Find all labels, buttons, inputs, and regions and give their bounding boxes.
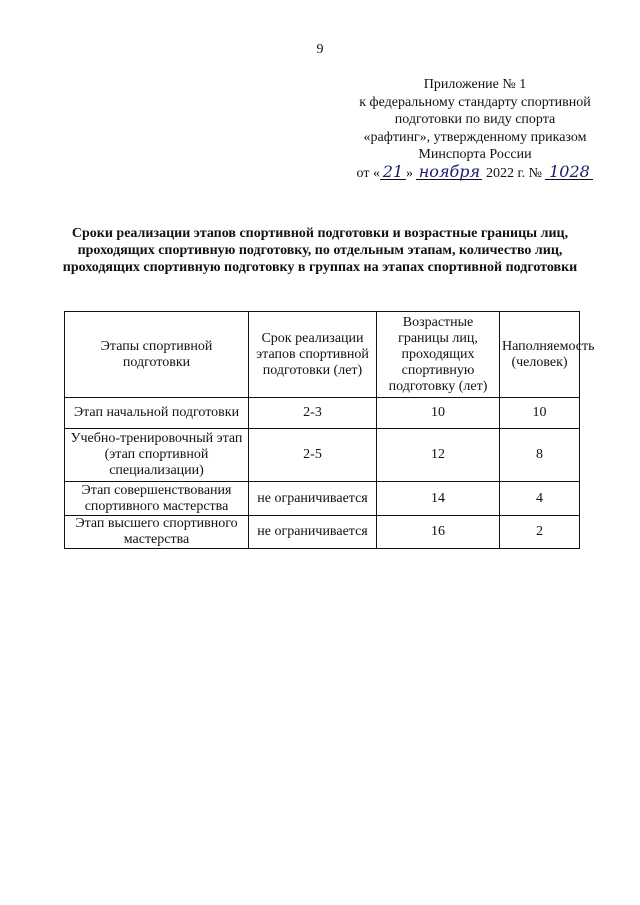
cell-stage: Этап совершенствования спортивного мастерства <box>65 482 249 516</box>
appendix-date-line <box>330 161 620 183</box>
appendix-line: «рафтинг», утвержденному приказом <box>363 129 587 145</box>
year-text: 2022 г. № <box>485 165 542 181</box>
cell-stage: Этап начальной подготовки <box>65 398 249 429</box>
cell-age: 16 <box>377 516 500 549</box>
document-title: Сроки реализации этапов спортивной подготовки и возрастные границы лиц, проходящих спортивную подготовку, по отдельным этапам, количество лиц, проходящих спортивную подготовку в группах на этапах спортивной подготовки <box>62 226 578 275</box>
stages-table <box>64 311 595 549</box>
cell-size: 4 <box>500 482 580 516</box>
appendix-title: Приложение № 1 <box>423 77 527 92</box>
date-prefix: от « <box>356 165 380 181</box>
cell-size: 2 <box>500 516 580 549</box>
date-mid: » <box>405 165 413 181</box>
appendix-line: подготовки по виду спорта <box>394 112 556 128</box>
handwritten-month: ноября <box>416 164 482 180</box>
appendix-line: к федеральному стандарту спортивной <box>359 94 591 110</box>
cell-size: 8 <box>500 429 580 482</box>
cell-term: 2-5 <box>249 429 377 482</box>
table-row <box>65 398 580 429</box>
appendix-line: Минспорта России <box>418 147 532 163</box>
header-cell-term: Срок реализации этапов спортивной подготовки (лет) <box>249 312 377 398</box>
cell-term: не ограничивается <box>249 516 377 549</box>
cell-size: 10 <box>500 398 580 429</box>
table-row <box>65 482 580 516</box>
cell-age: 10 <box>377 398 500 429</box>
appendix-block <box>330 76 620 183</box>
page-number: 9 <box>316 42 324 57</box>
cell-term: 2-3 <box>249 398 377 429</box>
table-row <box>65 516 580 549</box>
cell-stage: Учебно-тренировочный этап (этап спортивной специализации) <box>65 429 249 482</box>
header-cell-size: Наполняемость (человек) <box>500 312 580 398</box>
header-cell-stages: Этапы спортивной подготовки <box>65 312 249 398</box>
cell-term: не ограничивается <box>249 482 377 516</box>
cell-stage: Этап высшего спортивного мастерства <box>65 516 249 549</box>
cell-age: 12 <box>377 429 500 482</box>
header-cell-age: Возрастные границы лиц, проходящих спортивную подготовку (лет) <box>377 312 500 398</box>
cell-age: 14 <box>377 482 500 516</box>
table-header-row <box>65 312 580 398</box>
table-row <box>65 429 580 482</box>
handwritten-day: 21 <box>380 164 406 180</box>
handwritten-order-number: 1028 <box>545 164 593 180</box>
